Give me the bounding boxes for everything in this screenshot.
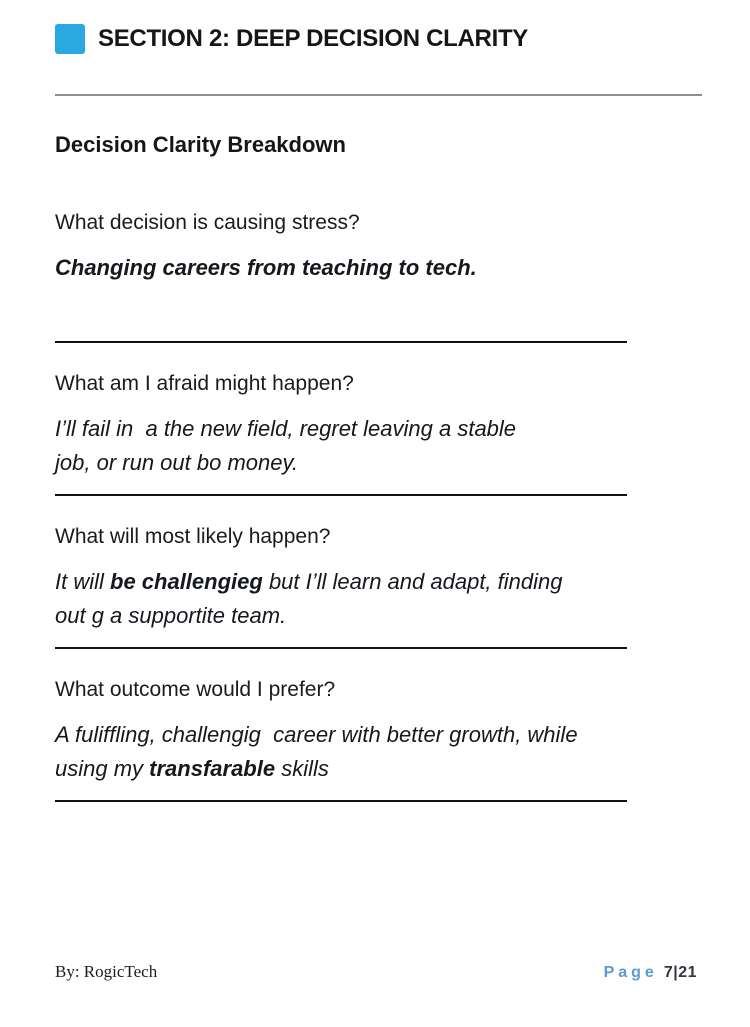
divider-rule: [55, 94, 702, 96]
qa-block: [55, 210, 697, 343]
question-text: What outcome would I prefer?: [55, 678, 336, 701]
footer-page-indicator: [604, 964, 697, 982]
answer-underline: [55, 494, 627, 496]
page-number: 7|21: [663, 964, 697, 981]
qa-block: [55, 371, 697, 496]
section-title: SECTION 2: DEEP DECISION CLARITY: [98, 25, 529, 52]
answer-line: It will: [55, 569, 110, 594]
answer-line: job, or run out bo money.: [55, 450, 298, 475]
answer-underline: [55, 341, 627, 343]
qa-block: [55, 677, 697, 802]
section-header: [55, 0, 697, 54]
answer-underline: [55, 647, 627, 649]
question-text: What am I afraid might happen?: [55, 372, 354, 395]
section-subheading: Decision Clarity Breakdown: [55, 132, 346, 157]
answer-line-bold: transfarable: [149, 756, 276, 781]
answer-line: I’ll fail in a the new field, regret leaving a stable: [55, 416, 517, 441]
answer-line: Changing careers from teaching to tech.: [55, 255, 477, 280]
answer-text: [55, 718, 697, 786]
page-label: Page: [603, 964, 658, 981]
answer-text: [55, 412, 697, 480]
answer-text: [55, 251, 697, 285]
answer-line: skills: [275, 756, 329, 781]
answer-text: [55, 565, 697, 633]
answer-line: A fuliffling, challengig career with better growth, while: [55, 722, 578, 747]
qa-block: [55, 524, 697, 649]
footer: [55, 962, 697, 982]
answer-line: but I’ll learn and adapt, finding: [262, 569, 563, 594]
footer-author: By: RogicTech: [55, 962, 158, 981]
answer-line-bold: be challengieg: [110, 569, 263, 594]
question-text: What decision is causing stress?: [55, 211, 360, 234]
answer-underline: [55, 800, 627, 802]
blue-square-icon: [55, 24, 85, 54]
answer-line: using my: [55, 756, 150, 781]
question-text: What will most likely happen?: [55, 525, 331, 548]
answer-line: out g a supportite team.: [55, 603, 287, 628]
